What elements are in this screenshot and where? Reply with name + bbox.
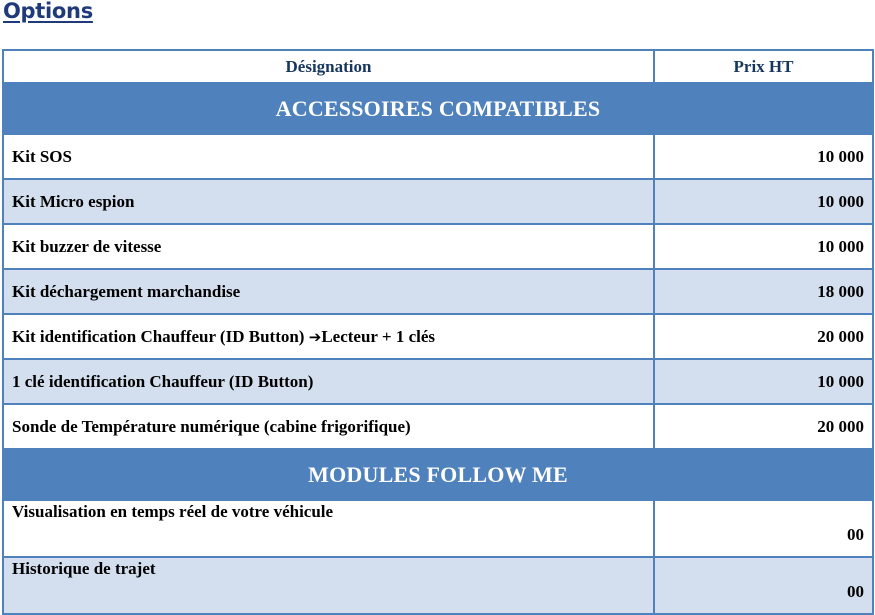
- table-row: [3, 314, 873, 359]
- table-row: [3, 557, 873, 614]
- price-cell: 00: [654, 500, 873, 557]
- designation-cell: Visualisation en temps réel de votre véhicule: [3, 500, 654, 557]
- designation-cell: Kit déchargement marchandise: [3, 269, 654, 314]
- table-row: [3, 224, 873, 269]
- designation-cell: Kit buzzer de vitesse: [3, 224, 654, 269]
- designation-cell: Kit SOS: [3, 134, 654, 179]
- table-row: [3, 269, 873, 314]
- price-cell: 18 000: [654, 269, 873, 314]
- price-cell: 10 000: [654, 179, 873, 224]
- section-title: ACCESSOIRES COMPATIBLES: [3, 83, 873, 134]
- designation-text: Kit identification Chauffeur (ID Button): [12, 326, 309, 346]
- designation-cell: Sonde de Température numérique (cabine frigorifique): [3, 404, 654, 449]
- page-heading: Options: [3, 0, 93, 23]
- table-header-row: [3, 50, 873, 83]
- section-header-follow-me: [3, 449, 873, 500]
- table-row: [3, 404, 873, 449]
- price-cell: 20 000: [654, 404, 873, 449]
- designation-cell: [3, 314, 654, 359]
- designation-column-header: Désignation: [3, 50, 654, 83]
- designation-cell: Kit Micro espion: [3, 179, 654, 224]
- designation-text-continued: Lecteur + 1 clés: [321, 326, 436, 346]
- price-column-header: Prix HT: [654, 50, 873, 83]
- price-cell: 00: [654, 557, 873, 614]
- section-header-accessories: [3, 83, 873, 134]
- section-title: MODULES FOLLOW ME: [3, 449, 873, 500]
- price-cell: 10 000: [654, 224, 873, 269]
- table-row: [3, 134, 873, 179]
- arrow-right-icon: ➔: [308, 327, 322, 346]
- designation-cell: Historique de trajet: [3, 557, 654, 614]
- price-cell: 10 000: [654, 359, 873, 404]
- table-row: [3, 179, 873, 224]
- price-cell: 20 000: [654, 314, 873, 359]
- table-row: [3, 500, 873, 557]
- options-table: [2, 49, 874, 615]
- table-row: [3, 359, 873, 404]
- price-cell: 10 000: [654, 134, 873, 179]
- designation-cell: 1 clé identification Chauffeur (ID Button): [3, 359, 654, 404]
